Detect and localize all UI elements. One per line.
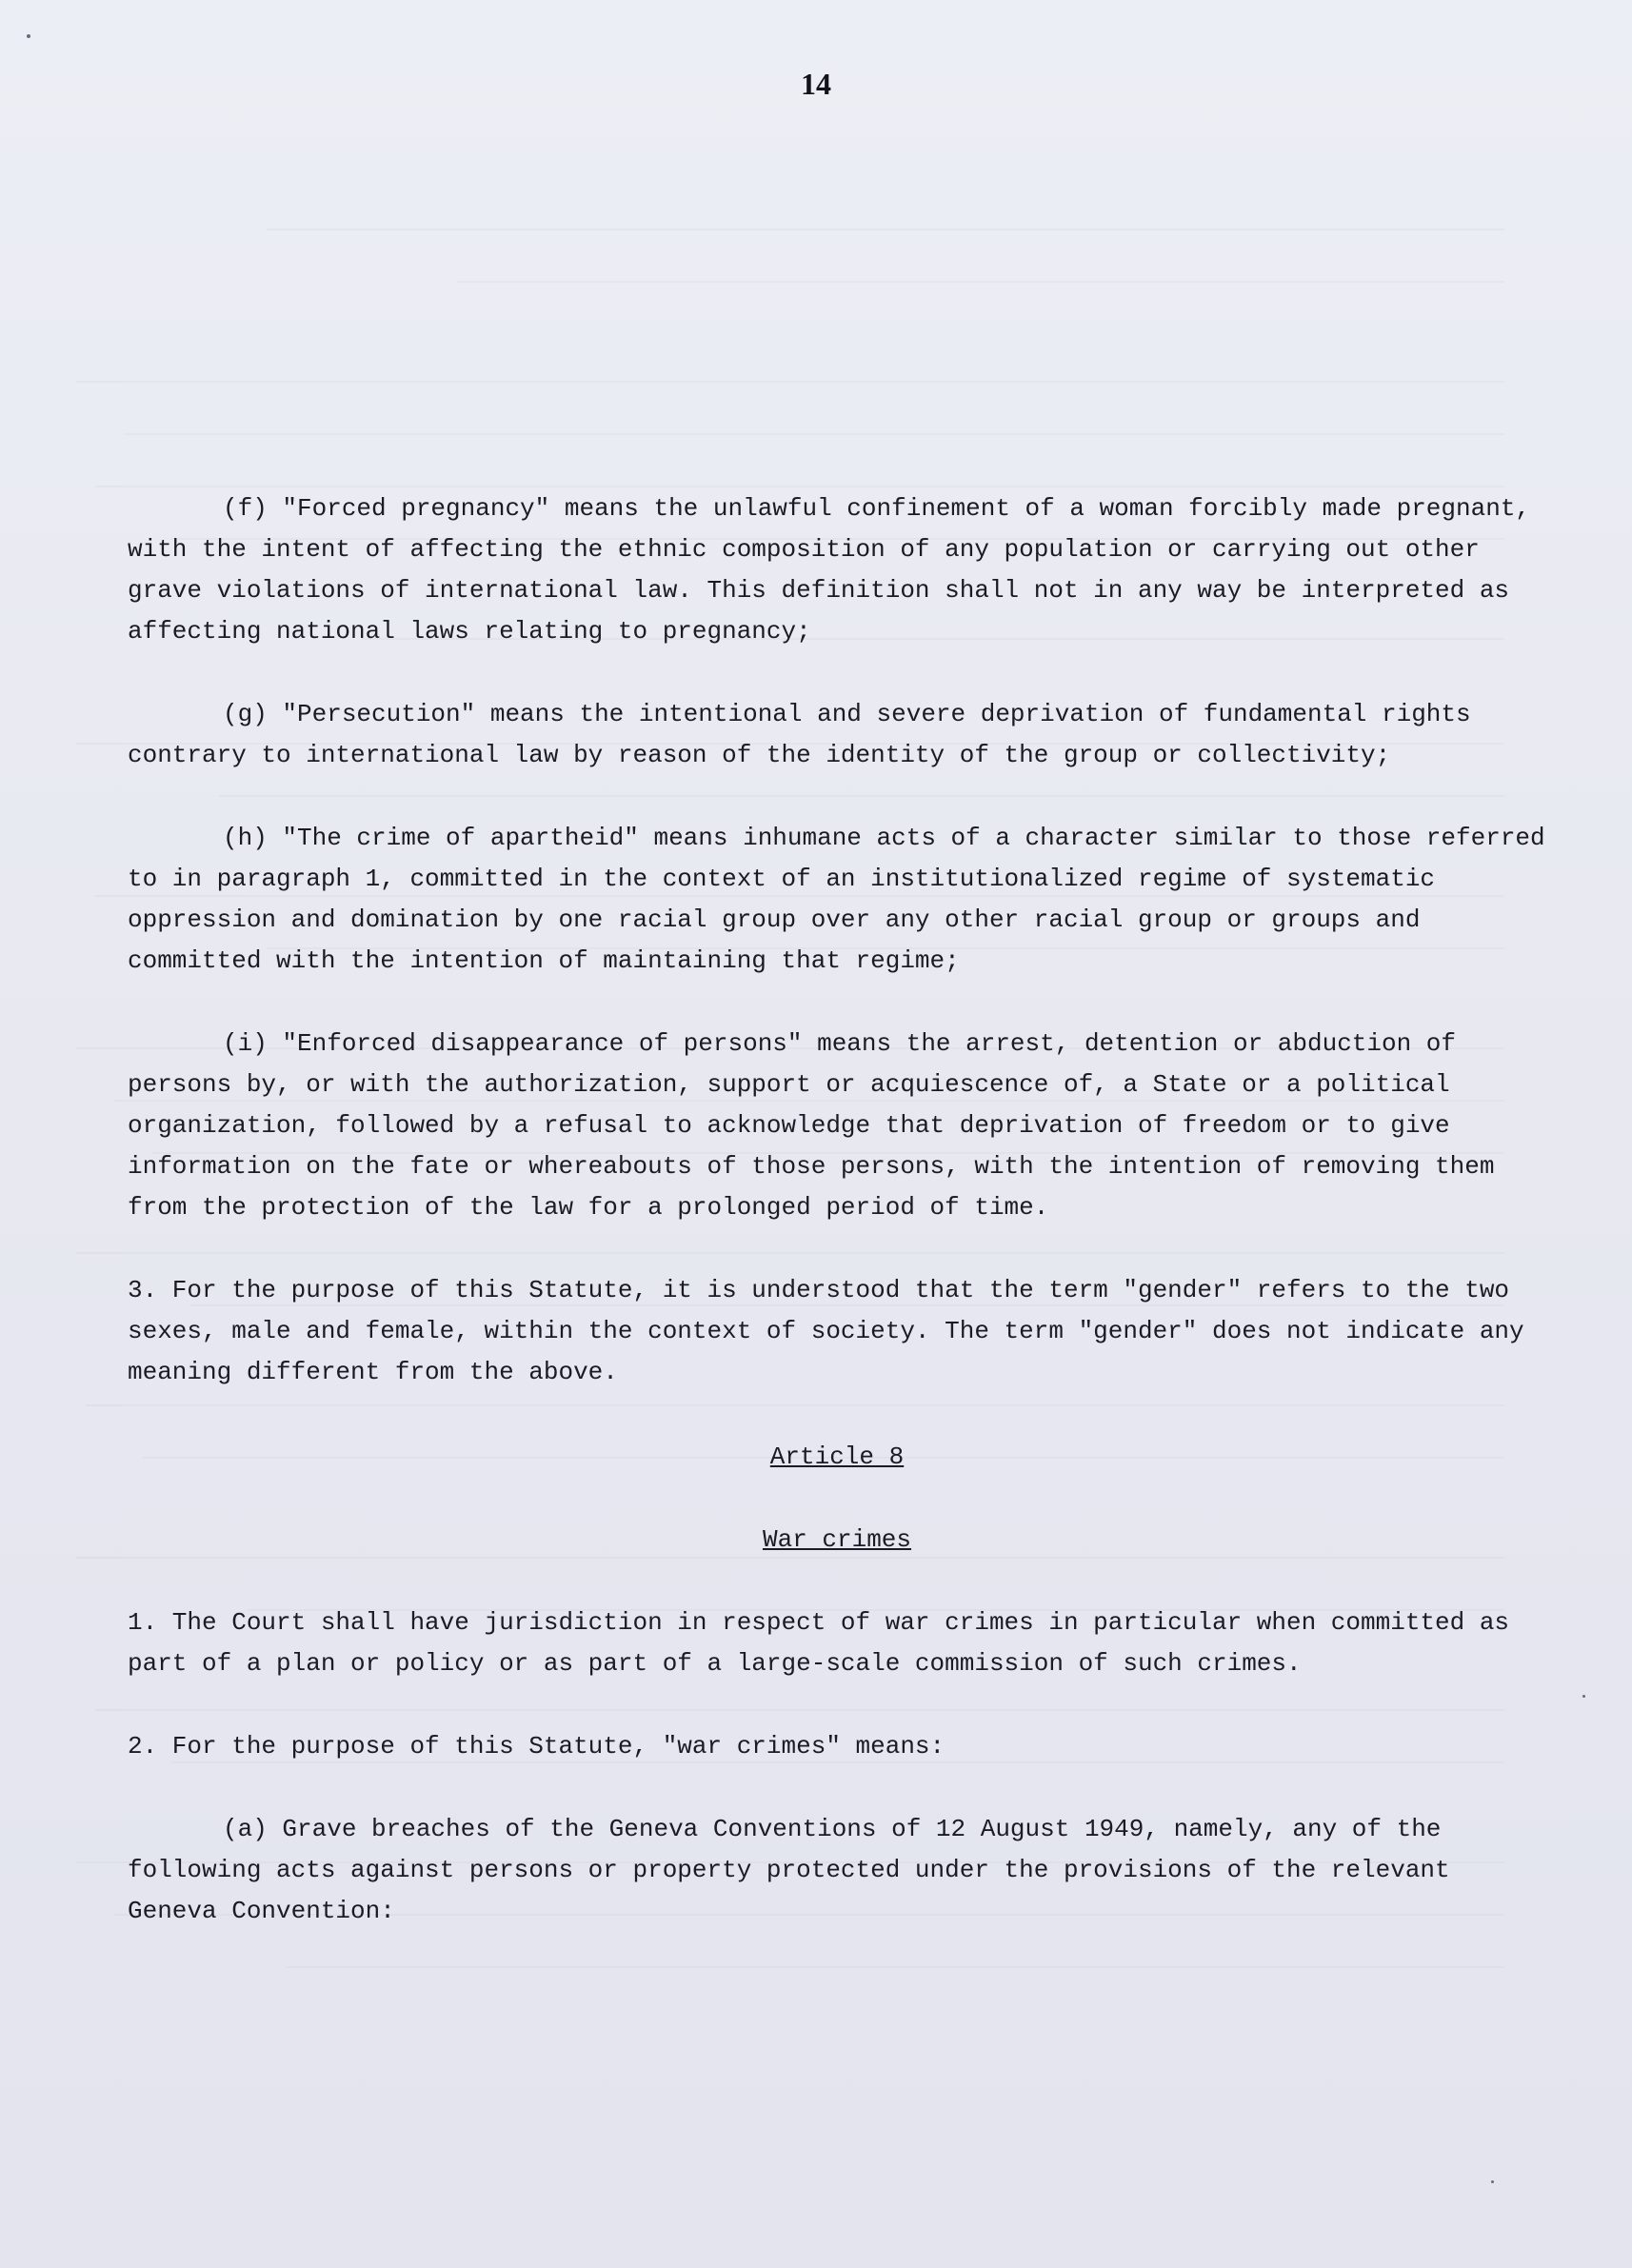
war-crimes-paragraph-a: (a) Grave breaches of the Geneva Conventions of 12 August 1949, namely, any of the following acts against persons or property protected under the provisions of the relevant Geneva Convention:: [128, 1815, 1450, 1925]
page-number: 14: [801, 67, 831, 101]
article-heading: Article 8: [769, 1442, 905, 1471]
document-body: [128, 488, 1546, 1932]
scan-speck: [1491, 2180, 1494, 2183]
paragraph-f-forced-pregnancy: (f) "Forced pregnancy" means the unlawful confinement of a woman forcibly made pregnant, with the intent of affecting the ethnic composition of any population or carrying out other grave violations of international law. This definition shall not in any way be interpreted as affecting national laws relating to pregnancy;: [128, 494, 1531, 646]
paragraph-h-apartheid: (h) "The crime of apartheid" means inhumane acts of a character similar to those referred to in paragraph 1, committed in the context of an institutionalized regime of systematic oppression and domination by one racial group over any other racial group or groups and committed with the intention of maintaining that regime;: [128, 824, 1545, 975]
paragraph-g-persecution: (g) "Persecution" means the intentional and severe deprivation of fundamental rights contrary to international law by reason of the identity of the group or collectivity;: [128, 700, 1471, 769]
paragraph-3-gender: 3. For the purpose of this Statute, it is understood that the term "gender" refers to the two sexes, male and female, within the context of society. The term "gender" does not indicate any meaning different from the above.: [128, 1276, 1524, 1386]
war-crimes-paragraph-2: 2. For the purpose of this Statute, "war crimes" means:: [128, 1732, 945, 1761]
paragraph-i-enforced-disappearance: (i) "Enforced disappearance of persons" means the arrest, detention or abduction of persons by, or with the authorization, support or acquiescence of, a State or a political organization, followed by a refusal to acknowledge that deprivation of freedom or to give information on the fate or whereabouts of those persons, with the intention of removing them from the protection of the law for a prolonged period of time.: [128, 1029, 1495, 1222]
article-subheading: War crimes: [762, 1525, 912, 1554]
scan-speck: [27, 34, 30, 38]
scan-speck: [1582, 1695, 1585, 1698]
war-crimes-paragraph-1: 1. The Court shall have jurisdiction in respect of war crimes in particular when committed as part of a plan or policy or as part of a large-scale commission of such crimes.: [128, 1608, 1510, 1678]
